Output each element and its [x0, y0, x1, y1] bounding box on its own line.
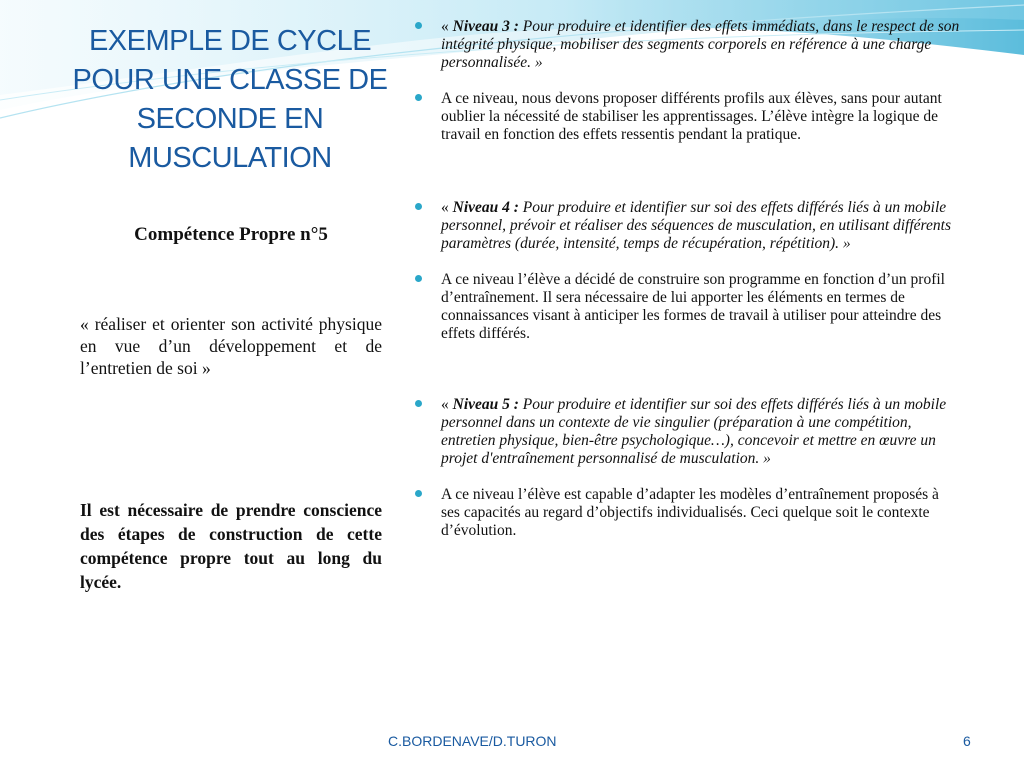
level-description: Pour produire et identifier des effets immédiats, dans le respect de son intégrité physique, mobiliser des segments corporels en référence à une charge personnalisée. » [441, 18, 960, 71]
bullet-icon [415, 400, 422, 407]
level-comment: A ce niveau, nous devons proposer différents profils aux élèves, sans pour autant oublier la nécessité de stabiliser les apprentissages. L’élève intègre la logique de travail en fonction des effets ressentis pendant la pratique. [441, 90, 942, 143]
bullet-icon [415, 203, 422, 210]
level-label: Niveau 4 : [452, 199, 519, 216]
slide-footer [0, 733, 1024, 753]
slide-title: EXEMPLE DE CYCLE POUR UNE CLASSE DE SECONDE EN MUSCULATION [72, 25, 388, 174]
footer-author: C.BORDENAVE/D.TURON [388, 733, 557, 749]
list-item-niveau-5-comment [412, 486, 960, 540]
level-label: Niveau 3 : [452, 18, 519, 35]
levels-list [412, 18, 960, 540]
bullet-icon [415, 490, 422, 497]
level-label: Niveau 5 : [452, 396, 519, 413]
competence-heading: Compétence Propre n°5 [134, 224, 328, 245]
competence-quote: « réaliser et orienter son activité physique en vue d’un développement et de l’entretien de soi » [80, 314, 382, 378]
level-comment: A ce niveau l’élève a décidé de construire son programme en fonction d’un profil d’entraînement. Il sera nécessaire de lui apporter les éléments en termes de connaissances visant à anticiper les formes de travail à utiliser pour atteindre des effets différés. [441, 271, 945, 342]
competence-note: Il est nécessaire de prendre conscience des étapes de construction de cette compétence propre tout au long du lycée. [80, 500, 382, 592]
bullet-icon [415, 22, 422, 29]
level-description: Pour produire et identifier sur soi des effets différés liés à un mobile personnel dans un contexte de vie singulier (préparation à une compétition, entretien physique, bien-être psychologique…), concevoir et mettre en œuvre un projet d'entraînement personnalisé de musculation. » [441, 396, 947, 467]
level-comment: A ce niveau l’élève est capable d’adapter les modèles d’entraînement proposés à ses capacités au regard d’objectifs individualisés. Ceci quelque soit le contexte d’évolution. [441, 486, 939, 539]
list-item-niveau-5: « Niveau 5 : Pour produire et identifier sur soi des effets différés liés à un mobile personnel dans un contexte de vie singulier (préparation à une compétition, entretien physique, bien-être psychologique…), concevoir et mettre en œuvre un projet d'entraînement personnalisé de musculation. » [412, 396, 960, 468]
list-item-niveau-4-comment [412, 271, 960, 343]
list-item-niveau-4: « Niveau 4 : Pour produire et identifier sur soi des effets différés liés à un mobile personnel, prévoir et réaliser des séquences de musculation, en utilisant différents paramètres (durée, intensité, temps de récupération, répétition). » [412, 199, 960, 253]
level-description: Pour produire et identifier sur soi des effets différés liés à un mobile personnel, prévoir et réaliser des séquences de musculation, en utilisant différents paramètres (durée, intensité, temps de récupération, répétition). » [441, 199, 951, 252]
slide-number: 6 [963, 733, 971, 749]
list-item-niveau-3: « Niveau 3 : Pour produire et identifier des effets immédiats, dans le respect de son intégrité physique, mobiliser des segments corporels en référence à une charge personnalisée. » [412, 18, 960, 72]
list-item-niveau-3-comment [412, 90, 960, 144]
bullet-icon [415, 94, 422, 101]
bullet-icon [415, 275, 422, 282]
